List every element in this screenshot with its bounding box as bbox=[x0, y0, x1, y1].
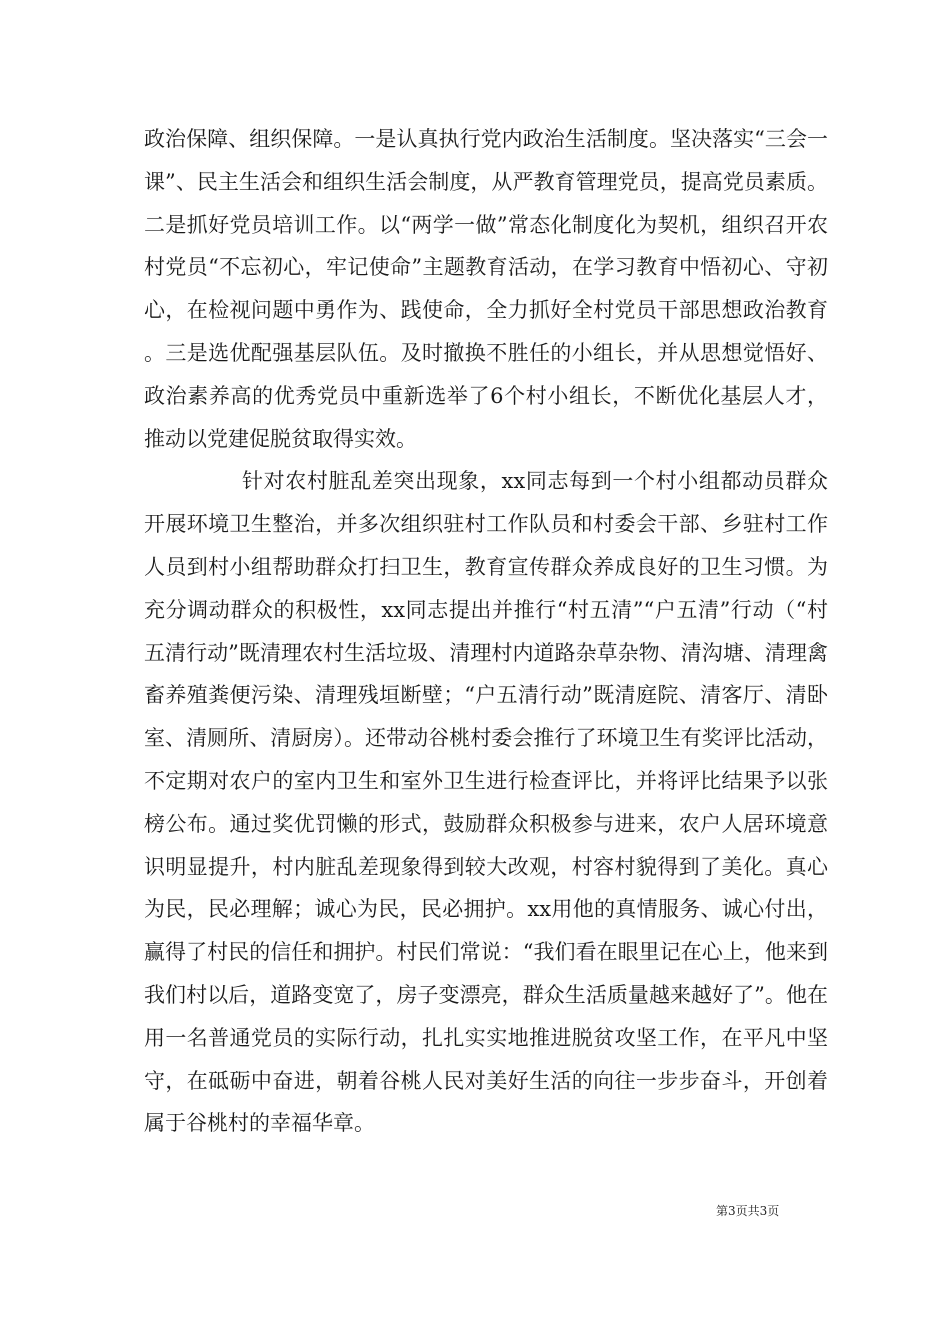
page-number-footer: 第3页共3页 bbox=[716, 1204, 780, 1218]
document-body bbox=[144, 118, 828, 1145]
paragraph-environment-sanitation: 针对农村脏乱差突出现象，xx同志每到一个村小组都动员群众开展环境卫生整治，并多次组织驻村工作队员和村委会干部、乡驻村工作人员到村小组帮助群众打扫卫生，教育宣传群众养成良好的卫生习惯。为充分调动群众的积极性，xx同志提出并推行“村五清”“户五清”行动（“村五清行动”既清理农村生活垃圾、清理村内道路杂草杂物、清沟塘、清理禽畜养殖粪便污染、清理残垣断壁；“户五清行动”既清庭院、清客厅、清卧室、清厕所、清厨房）。还带动谷桃村委会推行了环境卫生有奖评比活动，不定期对农户的室内卫生和室外卫生进行检查评比，并将评比结果予以张榜公布。通过奖优罚懒的形式，鼓励群众积极参与进来，农户人居环境意识明显提升，村内脏乱差现象得到较大改观，村容村貌得到了美化。真心为民，民必理解；诚心为民，民必拥护。xx用他的真情服务、诚心付出，赢得了村民的信任和拥护。村民们常说：“我们看在眼里记在心上，他来到我们村以后，道路变宽了，房子变漂亮，群众生活质量越来越好了”。他在用一名普通党员的实际行动，扎扎实实地推进脱贫攻坚工作，在平凡中坚守，在砥砺中奋进，朝着谷桃人民对美好生活的向往一步步奋斗，开创着属于谷桃村的幸福华章。 bbox=[144, 469, 828, 1136]
paragraph-party-building: 政治保障、组织保障。一是认真执行党内政治生活制度。坚决落实“三会一课”、民主生活会和组织生活会制度，从严教育管理党员，提高党员素质。二是抓好党员培训工作。以“两学一做”常态化制度化为契机，组织召开农村党员“不忘初心，牢记使命”主题教育活动，在学习教育中悟初心、守初心，在检视问题中勇作为、践使命，全力抓好全村党员干部思想政治教育。三是选优配强基层队伍。及时撤换不胜任的小组长，并从思想觉悟好、政治素养高的优秀党员中重新选举了6个村小组长，不断优化基层人才，推动以党建促脱贫取得实效。 bbox=[144, 127, 828, 451]
